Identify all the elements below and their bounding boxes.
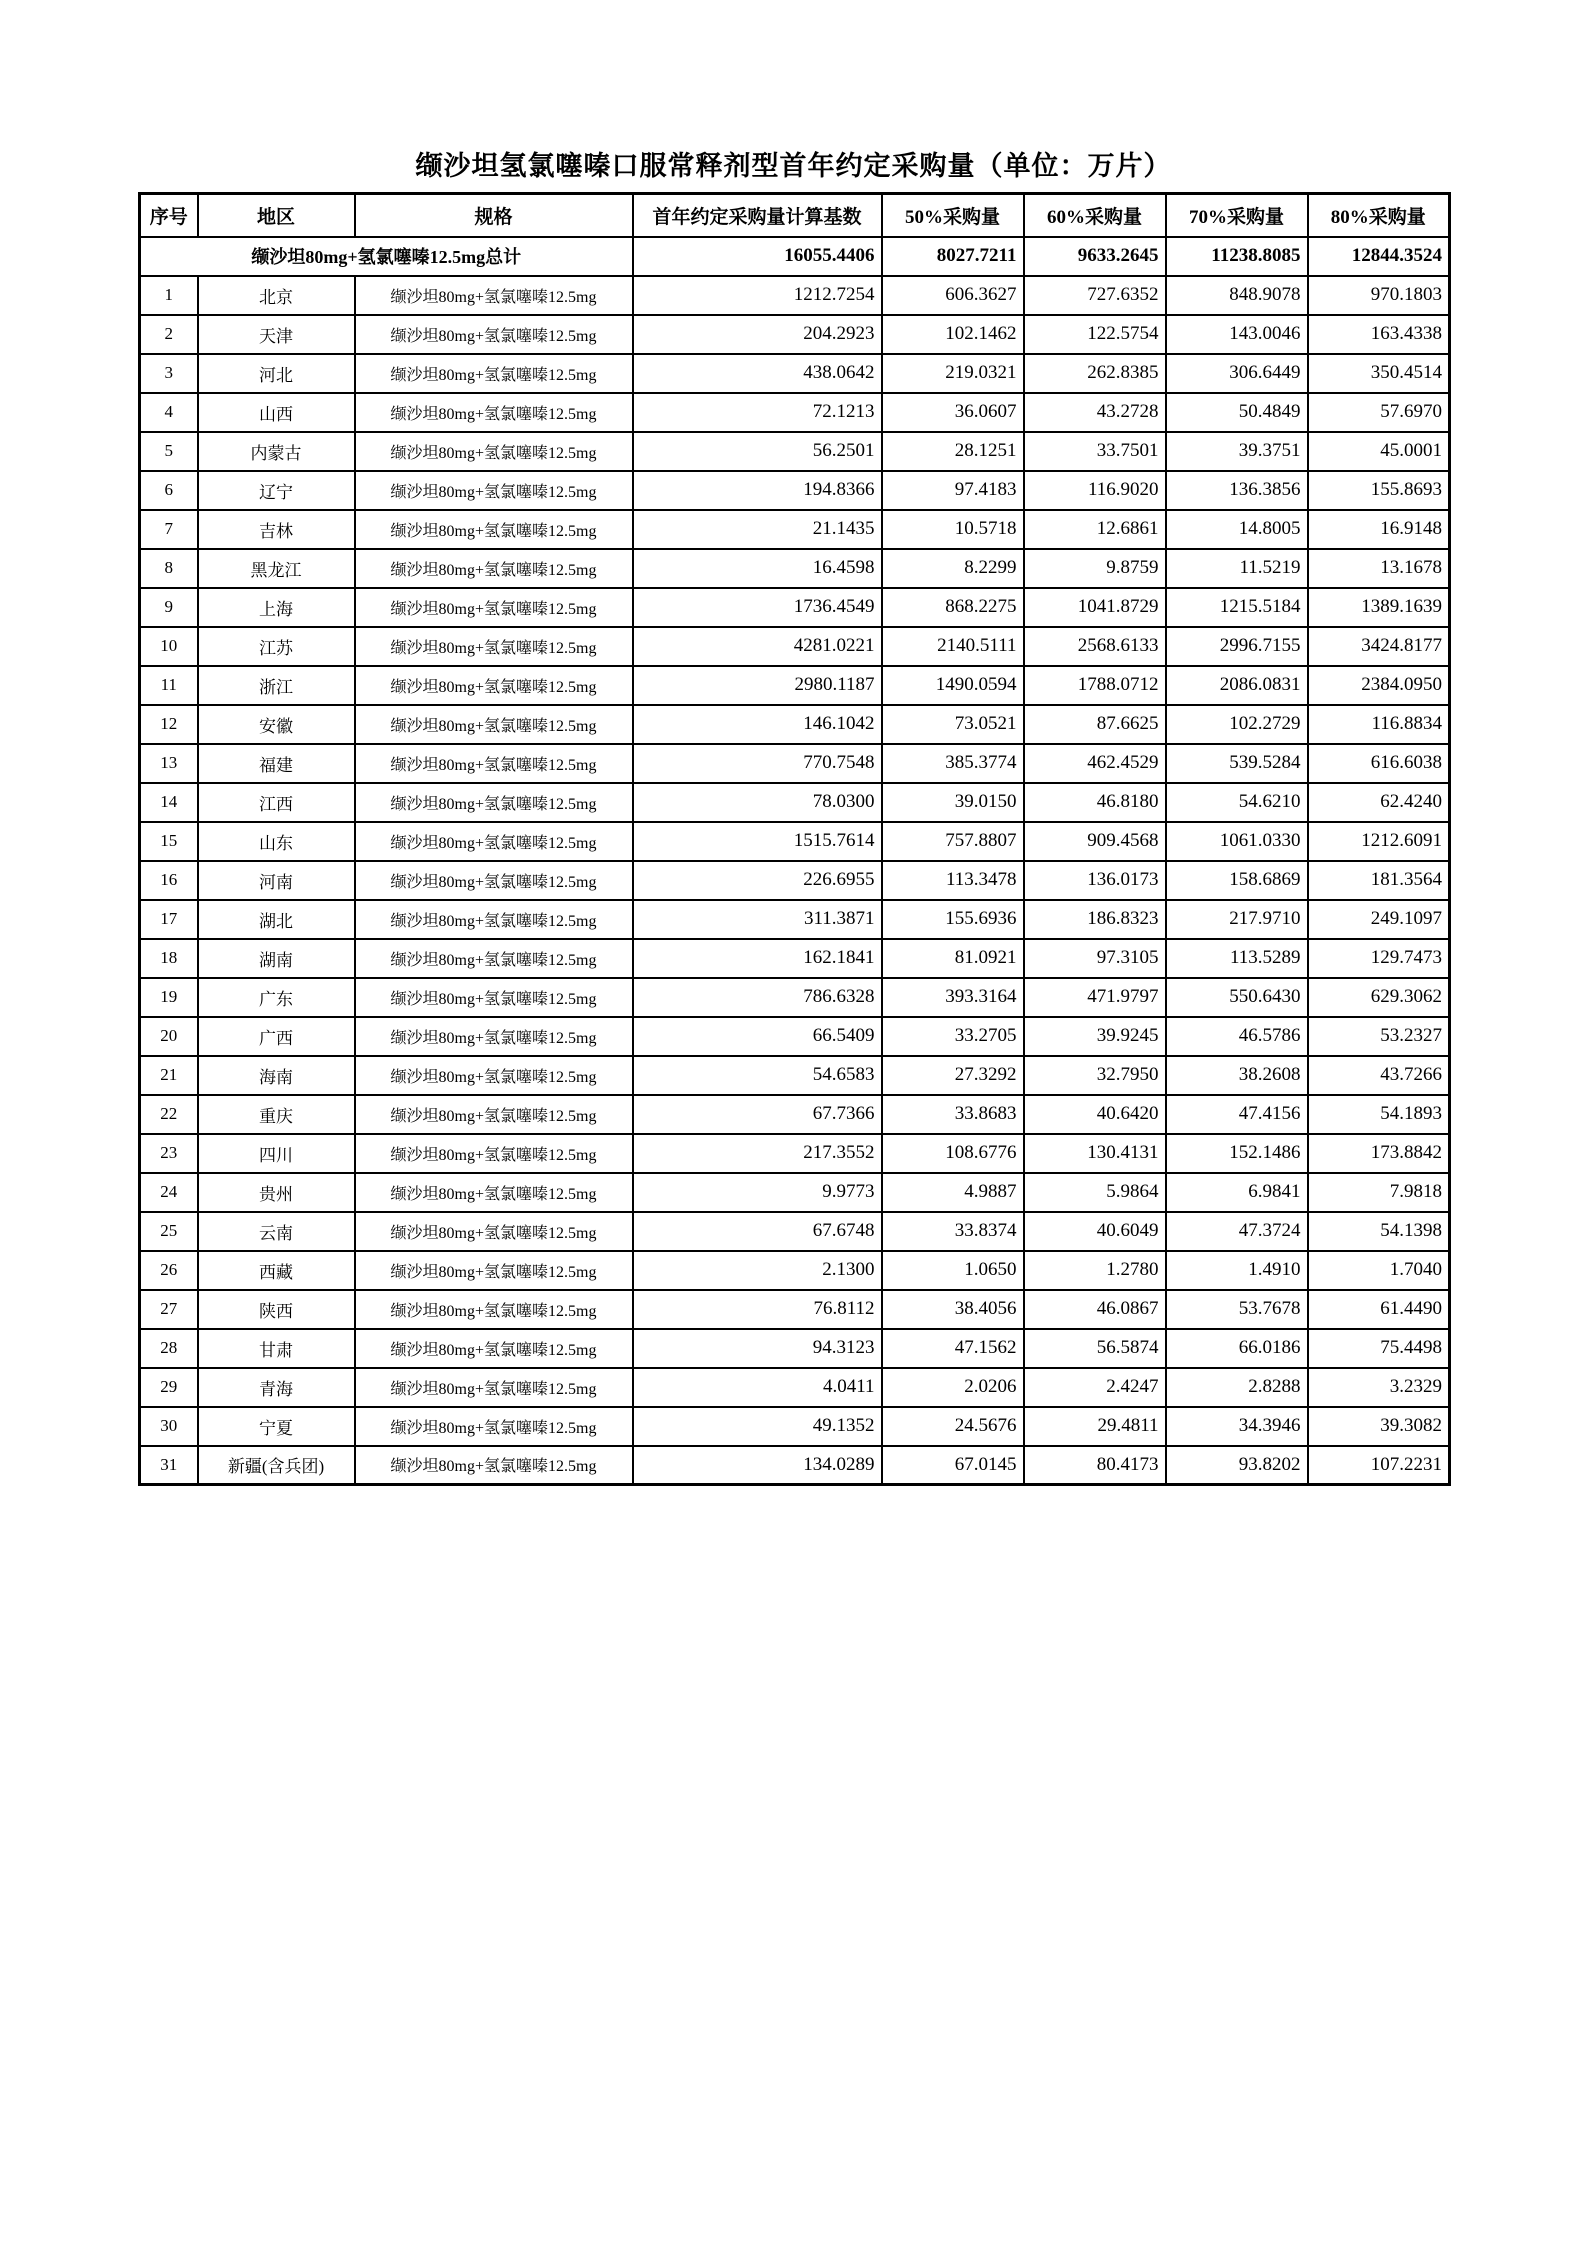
quantity-60pct-cell: 80.4173	[1024, 1446, 1166, 1485]
quantity-70pct-cell: 1.4910	[1166, 1251, 1308, 1290]
quantity-60pct-cell: 909.4568	[1024, 822, 1166, 861]
quantity-50pct-cell: 8.2299	[882, 549, 1024, 588]
region-cell: 河北	[198, 354, 355, 393]
region-cell: 北京	[198, 276, 355, 315]
region-cell: 青海	[198, 1368, 355, 1407]
quantity-70pct-cell: 39.3751	[1166, 432, 1308, 471]
base-quantity-cell: 2.1300	[633, 1251, 882, 1290]
quantity-70pct-cell: 2996.7155	[1166, 627, 1308, 666]
region-cell: 陕西	[198, 1290, 355, 1329]
spec-cell: 缬沙坦80mg+氢氯噻嗪12.5mg	[355, 666, 633, 705]
quantity-70pct-cell: 47.3724	[1166, 1212, 1308, 1251]
quantity-80pct-cell: 43.7266	[1308, 1056, 1450, 1095]
spec-cell: 缬沙坦80mg+氢氯噻嗪12.5mg	[355, 627, 633, 666]
quantity-80pct-cell: 62.4240	[1308, 783, 1450, 822]
quantity-60pct-cell: 40.6049	[1024, 1212, 1166, 1251]
quantity-50pct-cell: 81.0921	[882, 939, 1024, 978]
row-index-cell: 24	[140, 1173, 198, 1212]
table-row	[140, 900, 1450, 939]
row-index-cell: 5	[140, 432, 198, 471]
region-cell: 甘肃	[198, 1329, 355, 1368]
spec-cell: 缬沙坦80mg+氢氯噻嗪12.5mg	[355, 549, 633, 588]
base-quantity-cell: 66.5409	[633, 1017, 882, 1056]
base-quantity-cell: 54.6583	[633, 1056, 882, 1095]
quantity-60pct-cell: 136.0173	[1024, 861, 1166, 900]
table-row	[140, 744, 1450, 783]
quantity-80pct-cell: 61.4490	[1308, 1290, 1450, 1329]
base-quantity-cell: 21.1435	[633, 510, 882, 549]
quantity-70pct-cell: 6.9841	[1166, 1173, 1308, 1212]
base-quantity-cell: 4.0411	[633, 1368, 882, 1407]
region-cell: 江西	[198, 783, 355, 822]
base-quantity-cell: 1212.7254	[633, 276, 882, 315]
quantity-70pct-cell: 152.1486	[1166, 1134, 1308, 1173]
spec-cell: 缬沙坦80mg+氢氯噻嗪12.5mg	[355, 900, 633, 939]
quantity-50pct-cell: 33.8374	[882, 1212, 1024, 1251]
table-row	[140, 1173, 1450, 1212]
quantity-80pct-cell: 173.8842	[1308, 1134, 1450, 1173]
region-cell: 新疆(含兵团)	[198, 1446, 355, 1485]
col-header-spec: 规格	[355, 194, 633, 237]
quantity-80pct-cell: 629.3062	[1308, 978, 1450, 1017]
row-index-cell: 2	[140, 315, 198, 354]
quantity-70pct-cell: 102.2729	[1166, 705, 1308, 744]
row-index-cell: 17	[140, 900, 198, 939]
quantity-60pct-cell: 1.2780	[1024, 1251, 1166, 1290]
total-base-quantity-cell: 16055.4406	[633, 237, 882, 276]
base-quantity-cell: 770.7548	[633, 744, 882, 783]
quantity-70pct-cell: 550.6430	[1166, 978, 1308, 1017]
spec-cell: 缬沙坦80mg+氢氯噻嗪12.5mg	[355, 1134, 633, 1173]
table-row	[140, 1251, 1450, 1290]
region-cell: 黑龙江	[198, 549, 355, 588]
base-quantity-cell: 76.8112	[633, 1290, 882, 1329]
col-header-region: 地区	[198, 194, 355, 237]
quantity-70pct-cell: 46.5786	[1166, 1017, 1308, 1056]
region-cell: 广西	[198, 1017, 355, 1056]
row-index-cell: 8	[140, 549, 198, 588]
spec-cell: 缬沙坦80mg+氢氯噻嗪12.5mg	[355, 1368, 633, 1407]
base-quantity-cell: 56.2501	[633, 432, 882, 471]
quantity-80pct-cell: 249.1097	[1308, 900, 1450, 939]
region-cell: 天津	[198, 315, 355, 354]
quantity-60pct-cell: 462.4529	[1024, 744, 1166, 783]
quantity-80pct-cell: 1212.6091	[1308, 822, 1450, 861]
quantity-60pct-cell: 32.7950	[1024, 1056, 1166, 1095]
quantity-60pct-cell: 1788.0712	[1024, 666, 1166, 705]
quantity-60pct-cell: 1041.8729	[1024, 588, 1166, 627]
quantity-50pct-cell: 155.6936	[882, 900, 1024, 939]
region-cell: 上海	[198, 588, 355, 627]
spec-cell: 缬沙坦80mg+氢氯噻嗪12.5mg	[355, 1212, 633, 1251]
quantity-70pct-cell: 2.8288	[1166, 1368, 1308, 1407]
spec-cell: 缬沙坦80mg+氢氯噻嗪12.5mg	[355, 783, 633, 822]
region-cell: 江苏	[198, 627, 355, 666]
spec-cell: 缬沙坦80mg+氢氯噻嗪12.5mg	[355, 1173, 633, 1212]
row-index-cell: 6	[140, 471, 198, 510]
spec-cell: 缬沙坦80mg+氢氯噻嗪12.5mg	[355, 588, 633, 627]
table-row	[140, 432, 1450, 471]
quantity-50pct-cell: 33.2705	[882, 1017, 1024, 1056]
row-index-cell: 1	[140, 276, 198, 315]
row-index-cell: 26	[140, 1251, 198, 1290]
region-cell: 山西	[198, 393, 355, 432]
table-row	[140, 1290, 1450, 1329]
spec-cell: 缬沙坦80mg+氢氯噻嗪12.5mg	[355, 1446, 633, 1485]
quantity-70pct-cell: 47.4156	[1166, 1095, 1308, 1134]
quantity-50pct-cell: 385.3774	[882, 744, 1024, 783]
quantity-80pct-cell: 1389.1639	[1308, 588, 1450, 627]
spec-cell: 缬沙坦80mg+氢氯噻嗪12.5mg	[355, 1095, 633, 1134]
region-cell: 湖北	[198, 900, 355, 939]
base-quantity-cell: 9.9773	[633, 1173, 882, 1212]
table-row	[140, 1056, 1450, 1095]
quantity-50pct-cell: 67.0145	[882, 1446, 1024, 1485]
base-quantity-cell: 194.8366	[633, 471, 882, 510]
table-row	[140, 978, 1450, 1017]
quantity-80pct-cell: 116.8834	[1308, 705, 1450, 744]
quantity-50pct-cell: 27.3292	[882, 1056, 1024, 1095]
quantity-60pct-cell: 87.6625	[1024, 705, 1166, 744]
table-row	[140, 1329, 1450, 1368]
row-index-cell: 22	[140, 1095, 198, 1134]
table-row	[140, 783, 1450, 822]
table-row	[140, 1095, 1450, 1134]
quantity-60pct-cell: 39.9245	[1024, 1017, 1166, 1056]
base-quantity-cell: 67.7366	[633, 1095, 882, 1134]
quantity-60pct-cell: 262.8385	[1024, 354, 1166, 393]
region-cell: 山东	[198, 822, 355, 861]
quantity-50pct-cell: 757.8807	[882, 822, 1024, 861]
col-header-index: 序号	[140, 194, 198, 237]
quantity-50pct-cell: 4.9887	[882, 1173, 1024, 1212]
base-quantity-cell: 134.0289	[633, 1446, 882, 1485]
spec-cell: 缬沙坦80mg+氢氯噻嗪12.5mg	[355, 744, 633, 783]
spec-cell: 缬沙坦80mg+氢氯噻嗪12.5mg	[355, 705, 633, 744]
quantity-50pct-cell: 219.0321	[882, 354, 1024, 393]
table-row	[140, 1134, 1450, 1173]
row-index-cell: 14	[140, 783, 198, 822]
quantity-70pct-cell: 14.8005	[1166, 510, 1308, 549]
quantity-80pct-cell: 54.1398	[1308, 1212, 1450, 1251]
table-row	[140, 939, 1450, 978]
total-row	[140, 237, 1450, 276]
spec-cell: 缬沙坦80mg+氢氯噻嗪12.5mg	[355, 276, 633, 315]
row-index-cell: 23	[140, 1134, 198, 1173]
row-index-cell: 11	[140, 666, 198, 705]
base-quantity-cell: 1515.7614	[633, 822, 882, 861]
base-quantity-cell: 1736.4549	[633, 588, 882, 627]
quantity-80pct-cell: 970.1803	[1308, 276, 1450, 315]
spec-cell: 缬沙坦80mg+氢氯噻嗪12.5mg	[355, 471, 633, 510]
quantity-80pct-cell: 75.4498	[1308, 1329, 1450, 1368]
quantity-60pct-cell: 43.2728	[1024, 393, 1166, 432]
quantity-60pct-cell: 56.5874	[1024, 1329, 1166, 1368]
quantity-60pct-cell: 29.4811	[1024, 1407, 1166, 1446]
quantity-70pct-cell: 38.2608	[1166, 1056, 1308, 1095]
base-quantity-cell: 226.6955	[633, 861, 882, 900]
table-row	[140, 1368, 1450, 1407]
quantity-50pct-cell: 38.4056	[882, 1290, 1024, 1329]
base-quantity-cell: 438.0642	[633, 354, 882, 393]
region-cell: 广东	[198, 978, 355, 1017]
spec-cell: 缬沙坦80mg+氢氯噻嗪12.5mg	[355, 1407, 633, 1446]
quantity-60pct-cell: 46.8180	[1024, 783, 1166, 822]
row-index-cell: 16	[140, 861, 198, 900]
quantity-50pct-cell: 102.1462	[882, 315, 1024, 354]
spec-cell: 缬沙坦80mg+氢氯噻嗪12.5mg	[355, 1056, 633, 1095]
quantity-50pct-cell: 28.1251	[882, 432, 1024, 471]
quantity-50pct-cell: 606.3627	[882, 276, 1024, 315]
total-70pct-cell: 11238.8085	[1166, 237, 1308, 276]
row-index-cell: 12	[140, 705, 198, 744]
base-quantity-cell: 786.6328	[633, 978, 882, 1017]
row-index-cell: 19	[140, 978, 198, 1017]
row-index-cell: 28	[140, 1329, 198, 1368]
quantity-60pct-cell: 33.7501	[1024, 432, 1166, 471]
quantity-50pct-cell: 868.2275	[882, 588, 1024, 627]
base-quantity-cell: 2980.1187	[633, 666, 882, 705]
quantity-80pct-cell: 53.2327	[1308, 1017, 1450, 1056]
quantity-50pct-cell: 393.3164	[882, 978, 1024, 1017]
table-row	[140, 822, 1450, 861]
col-header-60pct: 60%采购量	[1024, 194, 1166, 237]
quantity-60pct-cell: 122.5754	[1024, 315, 1166, 354]
row-index-cell: 25	[140, 1212, 198, 1251]
base-quantity-cell: 204.2923	[633, 315, 882, 354]
spec-cell: 缬沙坦80mg+氢氯噻嗪12.5mg	[355, 978, 633, 1017]
quantity-50pct-cell: 39.0150	[882, 783, 1024, 822]
quantity-50pct-cell: 2.0206	[882, 1368, 1024, 1407]
quantity-70pct-cell: 50.4849	[1166, 393, 1308, 432]
table-row	[140, 549, 1450, 588]
row-index-cell: 7	[140, 510, 198, 549]
region-cell: 内蒙古	[198, 432, 355, 471]
row-index-cell: 31	[140, 1446, 198, 1485]
quantity-60pct-cell: 130.4131	[1024, 1134, 1166, 1173]
base-quantity-cell: 162.1841	[633, 939, 882, 978]
quantity-60pct-cell: 9.8759	[1024, 549, 1166, 588]
spec-cell: 缬沙坦80mg+氢氯噻嗪12.5mg	[355, 1329, 633, 1368]
region-cell: 四川	[198, 1134, 355, 1173]
quantity-60pct-cell: 116.9020	[1024, 471, 1166, 510]
table-header-row	[140, 194, 1450, 237]
quantity-80pct-cell: 350.4514	[1308, 354, 1450, 393]
quantity-50pct-cell: 10.5718	[882, 510, 1024, 549]
quantity-50pct-cell: 24.5676	[882, 1407, 1024, 1446]
quantity-70pct-cell: 848.9078	[1166, 276, 1308, 315]
quantity-60pct-cell: 12.6861	[1024, 510, 1166, 549]
region-cell: 河南	[198, 861, 355, 900]
page-title: 缬沙坦氢氯噻嗪口服常释剂型首年约定采购量（单位：万片）	[415, 151, 1172, 181]
table-row	[140, 588, 1450, 627]
quantity-60pct-cell: 97.3105	[1024, 939, 1166, 978]
quantity-80pct-cell: 3424.8177	[1308, 627, 1450, 666]
quantity-80pct-cell: 181.3564	[1308, 861, 1450, 900]
col-header-80pct: 80%采购量	[1308, 194, 1450, 237]
quantity-70pct-cell: 158.6869	[1166, 861, 1308, 900]
row-index-cell: 9	[140, 588, 198, 627]
base-quantity-cell: 311.3871	[633, 900, 882, 939]
spec-cell: 缬沙坦80mg+氢氯噻嗪12.5mg	[355, 354, 633, 393]
quantity-70pct-cell: 66.0186	[1166, 1329, 1308, 1368]
quantity-80pct-cell: 1.7040	[1308, 1251, 1450, 1290]
table-row	[140, 1017, 1450, 1056]
quantity-80pct-cell: 7.9818	[1308, 1173, 1450, 1212]
quantity-80pct-cell: 45.0001	[1308, 432, 1450, 471]
quantity-70pct-cell: 2086.0831	[1166, 666, 1308, 705]
table-row	[140, 276, 1450, 315]
quantity-70pct-cell: 34.3946	[1166, 1407, 1308, 1446]
spec-cell: 缬沙坦80mg+氢氯噻嗪12.5mg	[355, 1290, 633, 1329]
quantity-50pct-cell: 2140.5111	[882, 627, 1024, 666]
quantity-80pct-cell: 3.2329	[1308, 1368, 1450, 1407]
quantity-80pct-cell: 54.1893	[1308, 1095, 1450, 1134]
spec-cell: 缬沙坦80mg+氢氯噻嗪12.5mg	[355, 822, 633, 861]
quantity-70pct-cell: 217.9710	[1166, 900, 1308, 939]
table-row	[140, 705, 1450, 744]
quantity-70pct-cell: 54.6210	[1166, 783, 1308, 822]
spec-cell: 缬沙坦80mg+氢氯噻嗪12.5mg	[355, 1017, 633, 1056]
quantity-50pct-cell: 1490.0594	[882, 666, 1024, 705]
col-header-70pct: 70%采购量	[1166, 194, 1308, 237]
quantity-70pct-cell: 1061.0330	[1166, 822, 1308, 861]
quantity-60pct-cell: 46.0867	[1024, 1290, 1166, 1329]
quantity-60pct-cell: 2568.6133	[1024, 627, 1166, 666]
total-50pct-cell: 8027.7211	[882, 237, 1024, 276]
table-row	[140, 354, 1450, 393]
quantity-50pct-cell: 47.1562	[882, 1329, 1024, 1368]
region-cell: 吉林	[198, 510, 355, 549]
row-index-cell: 21	[140, 1056, 198, 1095]
row-index-cell: 20	[140, 1017, 198, 1056]
spec-cell: 缬沙坦80mg+氢氯噻嗪12.5mg	[355, 939, 633, 978]
table-row	[140, 393, 1450, 432]
base-quantity-cell: 78.0300	[633, 783, 882, 822]
table-row	[140, 1407, 1450, 1446]
table-row	[140, 471, 1450, 510]
row-index-cell: 10	[140, 627, 198, 666]
quantity-80pct-cell: 107.2231	[1308, 1446, 1450, 1485]
procurement-table	[138, 192, 1451, 1486]
row-index-cell: 29	[140, 1368, 198, 1407]
quantity-50pct-cell: 108.6776	[882, 1134, 1024, 1173]
row-index-cell: 15	[140, 822, 198, 861]
quantity-80pct-cell: 39.3082	[1308, 1407, 1450, 1446]
quantity-70pct-cell: 93.8202	[1166, 1446, 1308, 1485]
quantity-70pct-cell: 11.5219	[1166, 549, 1308, 588]
quantity-50pct-cell: 97.4183	[882, 471, 1024, 510]
col-header-base-quantity: 首年约定采购量计算基数	[633, 194, 882, 237]
table-row	[140, 861, 1450, 900]
base-quantity-cell: 16.4598	[633, 549, 882, 588]
row-index-cell: 13	[140, 744, 198, 783]
quantity-50pct-cell: 33.8683	[882, 1095, 1024, 1134]
quantity-70pct-cell: 136.3856	[1166, 471, 1308, 510]
spec-cell: 缬沙坦80mg+氢氯噻嗪12.5mg	[355, 1251, 633, 1290]
total-80pct-cell: 12844.3524	[1308, 237, 1450, 276]
region-cell: 辽宁	[198, 471, 355, 510]
table-row	[140, 627, 1450, 666]
quantity-80pct-cell: 16.9148	[1308, 510, 1450, 549]
quantity-60pct-cell: 40.6420	[1024, 1095, 1166, 1134]
quantity-60pct-cell: 2.4247	[1024, 1368, 1166, 1407]
quantity-70pct-cell: 113.5289	[1166, 939, 1308, 978]
quantity-60pct-cell: 727.6352	[1024, 276, 1166, 315]
row-index-cell: 4	[140, 393, 198, 432]
spec-cell: 缬沙坦80mg+氢氯噻嗪12.5mg	[355, 432, 633, 471]
table-row	[140, 1212, 1450, 1251]
region-cell: 贵州	[198, 1173, 355, 1212]
base-quantity-cell: 4281.0221	[633, 627, 882, 666]
region-cell: 安徽	[198, 705, 355, 744]
base-quantity-cell: 146.1042	[633, 705, 882, 744]
total-60pct-cell: 9633.2645	[1024, 237, 1166, 276]
row-index-cell: 30	[140, 1407, 198, 1446]
quantity-50pct-cell: 36.0607	[882, 393, 1024, 432]
total-label: 缬沙坦80mg+氢氯噻嗪12.5mg总计	[140, 237, 633, 276]
base-quantity-cell: 67.6748	[633, 1212, 882, 1251]
base-quantity-cell: 94.3123	[633, 1329, 882, 1368]
spec-cell: 缬沙坦80mg+氢氯噻嗪12.5mg	[355, 315, 633, 354]
table-row	[140, 510, 1450, 549]
quantity-80pct-cell: 155.8693	[1308, 471, 1450, 510]
row-index-cell: 3	[140, 354, 198, 393]
quantity-50pct-cell: 113.3478	[882, 861, 1024, 900]
region-cell: 福建	[198, 744, 355, 783]
quantity-50pct-cell: 73.0521	[882, 705, 1024, 744]
region-cell: 西藏	[198, 1251, 355, 1290]
quantity-70pct-cell: 306.6449	[1166, 354, 1308, 393]
quantity-70pct-cell: 143.0046	[1166, 315, 1308, 354]
quantity-50pct-cell: 1.0650	[882, 1251, 1024, 1290]
table-row	[140, 315, 1450, 354]
quantity-70pct-cell: 539.5284	[1166, 744, 1308, 783]
quantity-60pct-cell: 186.8323	[1024, 900, 1166, 939]
region-cell: 重庆	[198, 1095, 355, 1134]
table-row	[140, 666, 1450, 705]
row-index-cell: 27	[140, 1290, 198, 1329]
table-row	[140, 1446, 1450, 1485]
quantity-80pct-cell: 129.7473	[1308, 939, 1450, 978]
quantity-70pct-cell: 53.7678	[1166, 1290, 1308, 1329]
quantity-60pct-cell: 471.9797	[1024, 978, 1166, 1017]
quantity-80pct-cell: 616.6038	[1308, 744, 1450, 783]
quantity-80pct-cell: 13.1678	[1308, 549, 1450, 588]
base-quantity-cell: 49.1352	[633, 1407, 882, 1446]
spec-cell: 缬沙坦80mg+氢氯噻嗪12.5mg	[355, 861, 633, 900]
region-cell: 宁夏	[198, 1407, 355, 1446]
region-cell: 海南	[198, 1056, 355, 1095]
quantity-60pct-cell: 5.9864	[1024, 1173, 1166, 1212]
spec-cell: 缬沙坦80mg+氢氯噻嗪12.5mg	[355, 510, 633, 549]
row-index-cell: 18	[140, 939, 198, 978]
quantity-80pct-cell: 2384.0950	[1308, 666, 1450, 705]
quantity-70pct-cell: 1215.5184	[1166, 588, 1308, 627]
region-cell: 云南	[198, 1212, 355, 1251]
region-cell: 湖南	[198, 939, 355, 978]
region-cell: 浙江	[198, 666, 355, 705]
quantity-80pct-cell: 57.6970	[1308, 393, 1450, 432]
spec-cell: 缬沙坦80mg+氢氯噻嗪12.5mg	[355, 393, 633, 432]
quantity-80pct-cell: 163.4338	[1308, 315, 1450, 354]
base-quantity-cell: 72.1213	[633, 393, 882, 432]
base-quantity-cell: 217.3552	[633, 1134, 882, 1173]
col-header-50pct: 50%采购量	[882, 194, 1024, 237]
